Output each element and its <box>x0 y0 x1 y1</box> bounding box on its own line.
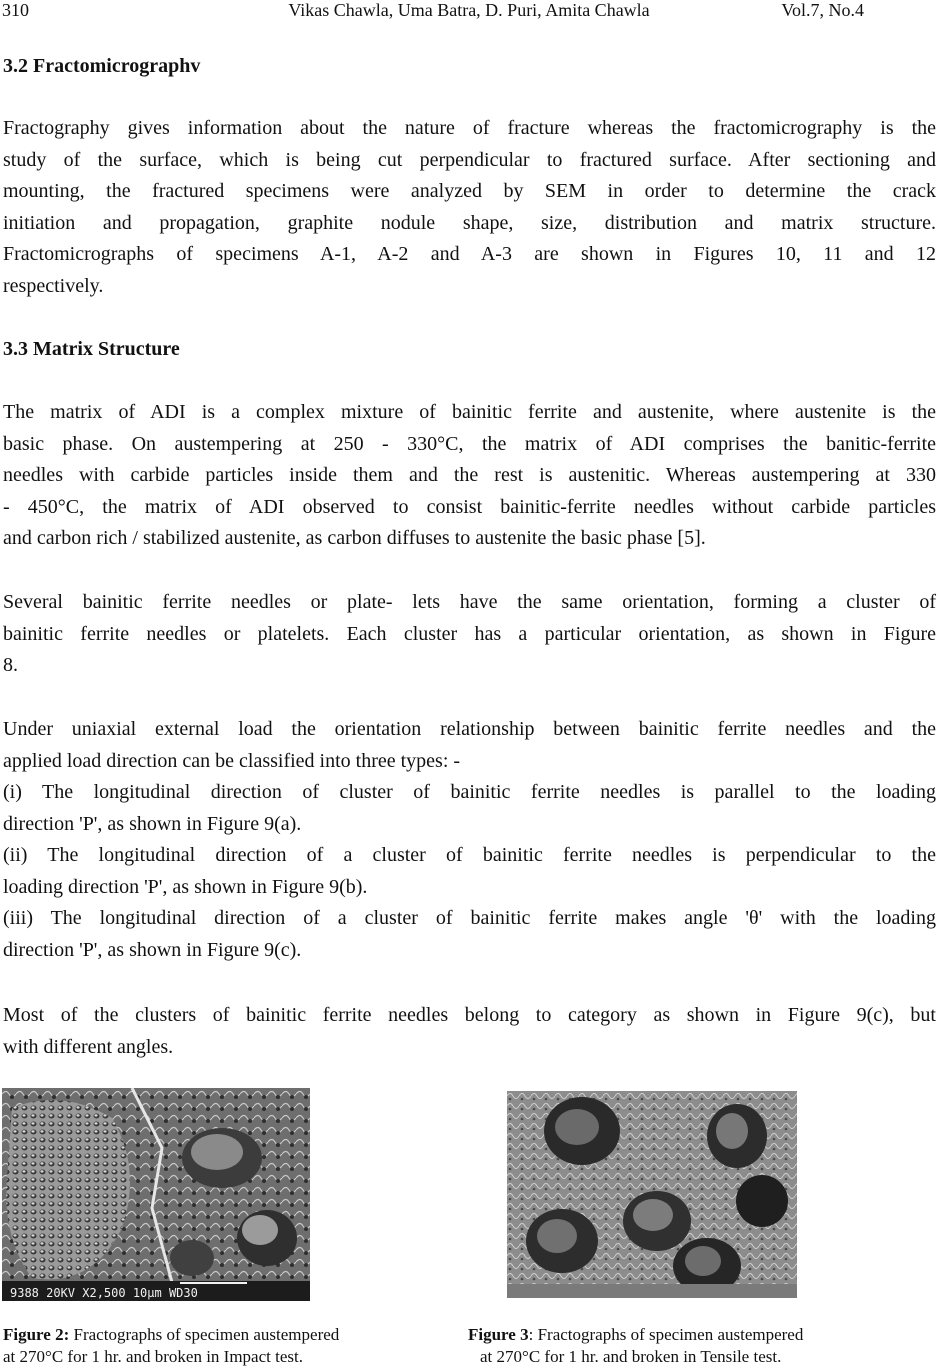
paragraph-fractomicrography <box>3 113 936 302</box>
text-line: and carbon rich / stabilized austenite, as carbon diffuses to austenite the basic phase [5]. <box>3 527 706 549</box>
text-line: direction 'P', as shown in Figure 9(a). <box>3 812 302 835</box>
figure-3-caption-line1: : Fractographs of specimen austempered <box>528 1325 804 1344</box>
figure-3-image <box>507 1091 797 1298</box>
text-line: 8. <box>3 654 18 676</box>
section-heading-3-3: 3.3 Matrix Structure <box>3 338 180 360</box>
figure-2-image <box>2 1088 310 1301</box>
text-line: needles with carbide particles inside them and the rest is austenitic. Whereas austempering at 330 <box>3 464 936 486</box>
text-line: respectively. <box>3 274 104 297</box>
text-line: Several bainitic ferrite needles or plate- lets have the same orientation, forming a cluster of <box>3 591 936 613</box>
text-line: direction 'P', as shown in Figure 9(c). <box>3 938 302 961</box>
text-line: (i) The longitudinal direction of cluster of bainitic ferrite needles is parallel to the loading <box>3 781 936 803</box>
figure-2-caption-line1: Fractographs of specimen austempered <box>69 1325 340 1344</box>
paragraph-matrix <box>3 397 936 555</box>
paragraph-orientation <box>3 714 936 966</box>
text-line: with different angles. <box>3 1035 174 1058</box>
paragraph-clusters <box>3 587 936 682</box>
text-line: Most of the clusters of bainitic ferrite needles belong to category as shown in Figure 9(c), but <box>3 1004 936 1026</box>
running-header <box>0 0 938 24</box>
text-line: loading direction 'P', as shown in Figure 9(b). <box>3 875 368 898</box>
text-line: bainitic ferrite needles or platelets. Each cluster has a particular orientation, as shown in Figure <box>3 622 936 645</box>
figure-2-caption-label: Figure 2: <box>3 1325 70 1344</box>
text-line: applied load direction can be classified into three types: - <box>3 749 461 772</box>
figure-2-caption <box>3 1324 339 1368</box>
text-line: (ii) The longitudinal direction of a cluster of bainitic ferrite needles is perpendicular to the <box>3 844 936 866</box>
text-line: Fractomicrographs of specimens A-1, A-2 and A-3 are shown in Figures 10, 11 and 12 <box>3 243 936 265</box>
figure-3-caption-line2: at 270°C for 1 hr. and broken in Tensile test. <box>480 1347 782 1366</box>
header-authors: Vikas Chawla, Uma Batra, D. Puri, Amita Chawla <box>288 0 650 20</box>
section-heading-3-2: 3.2 Fractomicrographv <box>3 55 201 77</box>
text-line: - 450°C, the matrix of ADI observed to consist bainitic-ferrite needles without carbide particles <box>3 495 936 518</box>
text-line: study of the surface, which is being cut perpendicular to fractured surface. After sectioning and <box>3 148 936 171</box>
figure-2-micrograph <box>2 1088 310 1301</box>
header-volume: Vol.7, No.4 <box>781 0 864 20</box>
page-number: 310 <box>2 0 29 20</box>
text-line: Fractography gives information about the nature of fracture whereas the fractomicrography is the <box>3 117 936 139</box>
text-line: Under uniaxial external load the orientation relationship between bainitic ferrite needles and the <box>3 718 936 740</box>
paragraph-categories <box>3 1000 936 1063</box>
figure-3-caption-label: Figure 3 <box>468 1325 529 1344</box>
text-line: basic phase. On austempering at 250 - 330°C, the matrix of ADI comprises the banitic-ferrite <box>3 432 936 455</box>
figure-3-micrograph <box>507 1091 797 1298</box>
text-line: mounting, the fractured specimens were analyzed by SEM in order to determine the crack <box>3 180 936 202</box>
text-line: initiation and propagation, graphite nodule shape, size, distribution and matrix structure. <box>3 211 936 234</box>
figure-3-caption <box>468 1324 803 1368</box>
text-line: The matrix of ADI is a complex mixture of bainitic ferrite and austenite, where austenite is the <box>3 401 936 423</box>
text-line: (iii) The longitudinal direction of a cluster of bainitic ferrite makes angle 'θ' with the loading <box>3 907 936 929</box>
figure-2-scalebar-text: 9388 20KV X2,500 10μm WD30 <box>10 1286 198 1300</box>
figure-2-caption-line2: at 270°C for 1 hr. and broken in Impact test. <box>3 1347 303 1366</box>
